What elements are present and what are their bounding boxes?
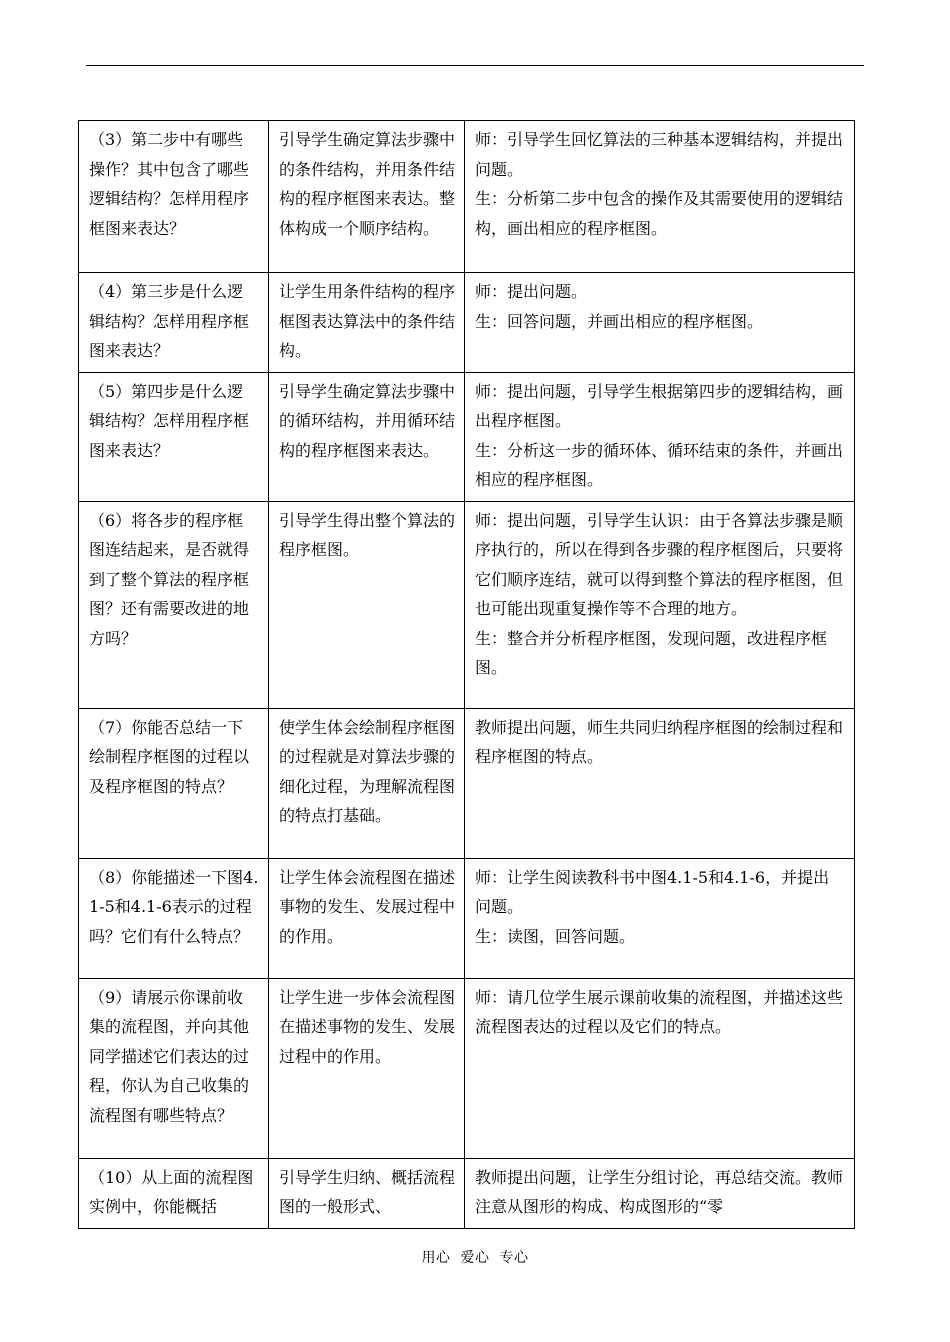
activity-line: 师：提出问题，引导学生认识：由于各算法步骤是顺序执行的，所以在得到各步骤的程序框图后，只要将它们顺序连结，就可以得到整个算法的程序框图，但也可能出现重复操作等不合理的地方。 — [475, 510, 844, 618]
question-cell: （7）你能否总结一下绘制程序框图的过程以及程序框图的特点？ — [79, 708, 269, 858]
intent-cell: 引导学生得出整个算法的程序框图。 — [269, 501, 465, 708]
activity-line: 生：读图，回答问题。 — [475, 926, 636, 946]
activity-line: 师：请几位学生展示课前收集的流程图，并描述这些流程图表达的过程以及它们的特点。 — [475, 987, 844, 1036]
header-rule — [86, 65, 864, 66]
table-row — [79, 121, 855, 273]
question-cell: （4）第三步是什么逻辑结构？怎样用程序框图来表达？ — [79, 273, 269, 373]
question-cell: （6）将各步的程序框图连结起来，是否就得到了整个算法的程序框图？还有需要改进的地方吗？ — [79, 501, 269, 708]
activity-cell — [465, 501, 855, 708]
activity-line: 师：让学生阅读教科书中图4.1-5和4.1-6，并提出问题。 — [475, 867, 830, 916]
intent-cell: 引导学生确定算法步骤中的条件结构，并用条件结构的程序框图来表达。整体构成一个顺序结构。 — [269, 121, 465, 273]
activity-line: 教师提出问题，师生共同归纳程序框图的绘制过程和程序框图的特点。 — [475, 717, 844, 766]
intent-cell: 让学生用条件结构的程序框图表达算法中的条件结构。 — [269, 273, 465, 373]
activity-line: 教师提出问题，让学生分组讨论，再总结交流。教师注意从图形的构成、构成图形的“零 — [475, 1167, 844, 1216]
intent-cell: 引导学生确定算法步骤中的循环结构，并用循环结构的程序框图来表达。 — [269, 372, 465, 501]
table-row — [79, 273, 855, 373]
table-row — [79, 501, 855, 708]
intent-cell: 让学生体会流程图在描述事物的发生、发展过程中的作用。 — [269, 858, 465, 978]
table-row — [79, 708, 855, 858]
activity-cell — [465, 121, 855, 273]
question-cell: （3）第二步中有哪些操作？其中包含了哪些逻辑结构？怎样用程序框图来表达？ — [79, 121, 269, 273]
activity-line: 生：分析第二步中包含的操作及其需要使用的逻辑结构，画出相应的程序框图。 — [475, 189, 844, 238]
table-row — [79, 858, 855, 978]
activity-cell — [465, 708, 855, 858]
page-footer — [0, 1247, 950, 1267]
question-cell: （5）第四步是什么逻辑结构？怎样用程序框图来表达？ — [79, 372, 269, 501]
activity-line: 师：提出问题。 — [475, 282, 588, 301]
table-row — [79, 1158, 855, 1228]
question-cell: （10）从上面的流程图实例中，你能概括 — [79, 1158, 269, 1228]
activity-cell — [465, 273, 855, 373]
table-row — [79, 372, 855, 501]
activity-cell — [465, 372, 855, 501]
activity-cell — [465, 1158, 855, 1228]
activity-line: 生：整合并分析程序框图，发现问题，改进程序框图。 — [475, 628, 828, 677]
footer-word: 专心 — [499, 1250, 529, 1266]
intent-cell: 使学生体会绘制程序框图的过程就是对算法步骤的细化过程，为理解流程图的特点打基础。 — [269, 708, 465, 858]
activity-cell — [465, 858, 855, 978]
lesson-table — [78, 120, 855, 1229]
activity-line: 师：引导学生回忆算法的三种基本逻辑结构，并提出问题。 — [475, 130, 844, 179]
activity-line: 生：回答问题，并画出相应的程序框图。 — [475, 311, 764, 331]
footer-word: 用心 — [421, 1250, 451, 1266]
question-cell: （8）你能描述一下图4.1-5和4.1-6表示的过程吗？它们有什么特点？ — [79, 858, 269, 978]
activity-line: 生：分析这一步的循环体、循环结束的条件，并画出相应的程序框图。 — [475, 440, 844, 489]
activity-line: 师：提出问题，引导学生根据第四步的逻辑结构，画出程序框图。 — [475, 381, 844, 430]
table-row — [79, 978, 855, 1158]
intent-cell: 让学生进一步体会流程图在描述事物的发生、发展过程中的作用。 — [269, 978, 465, 1158]
intent-cell: 引导学生归纳、概括流程图的一般形式、 — [269, 1158, 465, 1228]
question-cell: （9）请展示你课前收集的流程图，并向其他同学描述它们表达的过程，你认为自己收集的流程图有哪些特点？ — [79, 978, 269, 1158]
activity-cell — [465, 978, 855, 1158]
footer-word: 爱心 — [460, 1250, 490, 1266]
